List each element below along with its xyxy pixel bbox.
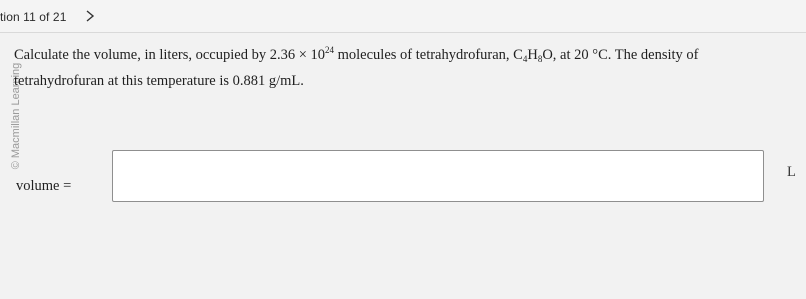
carbon-subscript: 4 [522, 54, 528, 64]
volume-answer-input[interactable] [112, 150, 764, 202]
top-bar [0, 0, 806, 33]
hydrogen-symbol: H [527, 47, 538, 63]
question-counter: tion 11 of 21 [0, 10, 67, 24]
copyright-watermark: © Macmillan Learning [10, 62, 22, 170]
next-question-chevron-right-icon[interactable] [83, 8, 97, 24]
question-text-part2: molecules of tetrahydrofuran, C [334, 47, 523, 63]
exponent: 24 [325, 45, 334, 55]
question-text-part1: Calculate the volume, in liters, occupied by 2.36 × 10 [14, 47, 325, 63]
volume-label: volume = [16, 178, 72, 194]
question-text-part3: O, at 20 °C. The density of tetrahydrofuran at this temperature is 0.881 g/mL. [14, 47, 699, 89]
question-prompt [14, 42, 784, 94]
unit-label: L [787, 164, 796, 180]
hydrogen-subscript: 8 [537, 54, 543, 64]
